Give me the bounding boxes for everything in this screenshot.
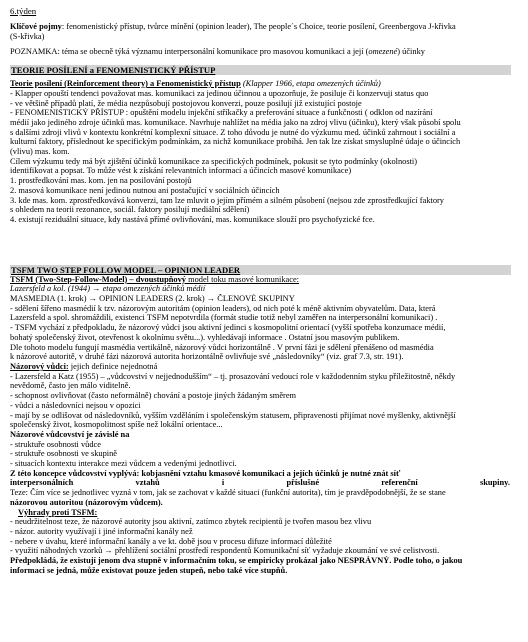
body-line: 3. kde mas. kom. zprostředkovává konverzi, tam lze mluvit o jejím přímém a silném působení (nejsou zde zprostředkující faktory bbox=[10, 195, 444, 205]
body-line: - sdělení šířeno masmédií k tzv. názorovým autoritám (opinion leaders), od nich poté k méně aktivním obyvatelům. Data, která bbox=[10, 303, 436, 313]
section-heading-reinforcement: TEORIE POSÍLENÍ a FENOMENISTICKÝ PŘÍSTUP bbox=[10, 65, 511, 75]
concept-word: skupiny. bbox=[479, 478, 510, 488]
concept-word: referenční bbox=[381, 478, 418, 488]
body-line: společenský život, kosmopolitnost spíše než lokální orientace... bbox=[10, 420, 223, 430]
section1-subtitle bbox=[10, 79, 520, 89]
body-line: (vlivu) mas. kom. bbox=[10, 147, 70, 157]
body-line: s ohledem na teorii rezonance, sociál. faktory posilují mediální sdělení) bbox=[10, 205, 250, 215]
tsfm-body-1 bbox=[10, 304, 520, 362]
body-line: médií jako jediného zdroje účinků mas. komunikace. Navrhuje nahlížet na média jako na zdroj vlivu (účinku), který však působí spolu bbox=[10, 117, 461, 127]
section1-subtitle-text: Teorie posílení (Reinforcement theory) a Fenomenistický přístup bbox=[10, 79, 241, 89]
concept-word: vztahů bbox=[135, 478, 160, 488]
final-line-b: informaci se jedná, může existovat pouze jeden stupeň, nebo také více stupňů. bbox=[10, 565, 288, 575]
list-item: - struktuře osobnosti vůdce bbox=[10, 439, 101, 449]
body-line: - vůdci a následovníci nejsou v opozici bbox=[10, 400, 141, 410]
section1-subtitle-ref: (Klapper 1966, etapa omezených účinků) bbox=[240, 79, 381, 89]
body-line: - Klapper opouští tendenci považovat mas. komunikaci za jedinou účinnou a upozorňuje, že posiluje či konzervuji status quo bbox=[10, 88, 429, 98]
concept-word: příslušné bbox=[286, 478, 320, 488]
body-line: Dle tohoto modelu fungují masmédia vertikálně, názorový vůdci horizontálně . V první fázi je sdělení přenášeno od masmédia bbox=[10, 342, 434, 352]
tsfm-title-a: TSFM (Two-Step-Follow-Model) bbox=[10, 274, 128, 284]
note-emph: omezené bbox=[368, 47, 398, 57]
body-line: Lazersfeld a spol. shromáždili, existenci TSFM nepotvrdila (formát studie totiž nebyl zaměřen na interpersonální komunikaci) . bbox=[10, 313, 438, 323]
concept-word: interpersonálních bbox=[10, 478, 74, 488]
body-line: Cílem výzkumu tedy má být zjištění účinků komunikace za specifických podmínek, pokusit se tyto podmínky (okolnosti) bbox=[10, 156, 418, 166]
body-line: k názorové autoritě, v druhé fázi názorová autorita horizontálně ovlivňuje své „následovníky“ (viz. graf 7.3, str. 191). bbox=[10, 352, 404, 362]
body-line: bohatý společenský život, otevřenost k okolnímu světu...). vyhledávají informace . Ostatní jsou masovým publikem. bbox=[10, 332, 400, 342]
list-item: - nebere v úvahu, které informační kanály a ve kt. době jsou v procesu difuze informací důležité bbox=[10, 536, 332, 546]
critique-list bbox=[10, 517, 520, 556]
concept-line-d: názorovou autoritou (názorovým vůdcem). bbox=[10, 497, 163, 507]
keywords-text: : fenomenistický přístup, tvůrce mínění (opinion leader), The people´s Choice, teorie posílení, Greenbergova J-křivka bbox=[61, 22, 456, 31]
body-line: nevědomě, často jen málo viditelně. bbox=[10, 381, 131, 391]
leaders-title-rest: jejich definice nejednotná bbox=[68, 361, 158, 371]
leaders-line bbox=[10, 362, 520, 372]
section-heading-tsfm: TSFM TWO STEP FOLLOW MODEL – OPINION LEADER bbox=[10, 265, 511, 275]
tsfm-title-c: model toku masové komunikace: bbox=[185, 274, 300, 284]
keywords-line-2: (S-křivka) bbox=[10, 31, 45, 41]
document-page bbox=[10, 6, 520, 575]
tsfm-title-b: – dvoustupňový bbox=[127, 274, 186, 284]
keywords-line bbox=[10, 22, 520, 32]
body-line: 1. prostředkování mas. kom. jen na posilování postojů bbox=[10, 176, 192, 186]
final-line-a: Předpokládá, že existují jenom dva stupně v informačním toku, se empiricky prokázal jako NESPRÁVNÝ. Podle toho, o jakou bbox=[10, 556, 463, 566]
body-line: - ve většině případů platí, že média nezpůsobují postojovou konverzi, pouze posilují již existující postoje bbox=[10, 98, 362, 108]
depends-title: Názorové vůdcovství je závislé na bbox=[10, 429, 130, 439]
concept-line-a: Z této koncepce vůdcovství vyplývá: kobjasnění vztahu kmasové komunikaci a jejích účinků je nutné znát síť bbox=[10, 468, 401, 478]
concept-line-c: Teze: Čím více se jednotlivec vyzná v tom, jak se zachovat v každé situaci (funkční autorita), tím je pravděpodobnější, že se stane bbox=[10, 488, 446, 498]
note-line bbox=[10, 47, 520, 57]
list-item: - neudržitelnost teze, že názorové autority jsou aktivní, zatímco zbytek recipientů je tvořen masou bez vlivu bbox=[10, 517, 372, 527]
concept-line-b bbox=[10, 478, 510, 488]
leaders-title: Názorový vůdci: bbox=[10, 361, 69, 371]
body-line: - TSFM vychází z předpokladu, že názorový vůdci jsou aktivní jedinci s kosmopolitní orientací (vyšší spotřeba konzumace médií, bbox=[10, 323, 446, 333]
body-line: - schopnost ovlivňovat (často neformálně) chování a postoje jiných žádaným směrem bbox=[10, 391, 297, 401]
tsfm-title bbox=[10, 275, 520, 285]
leaders-body bbox=[10, 372, 520, 430]
section1-body bbox=[10, 89, 520, 225]
body-line: s dalšími zdroji vlivů v kontextu konkrétní komplexní situace. Z toho důvodu je nutné do výzkumu med. účinků zahrnout i sociální a bbox=[10, 127, 456, 137]
list-item: - struktuře osobnosti ve skupině bbox=[10, 449, 118, 459]
tsfm-flow: MASMEDIA (1. krok) → OPINION LEADERS (2. krok) → ČLENOVÉ SKUPINY bbox=[10, 294, 295, 304]
critique-title: Výhrady proti TSFM: bbox=[18, 507, 98, 517]
body-line: 2. masová komunikace není jedinou nutnou ani postačující v sociálních účincích bbox=[10, 185, 280, 195]
note-text-end: ) účinky bbox=[397, 47, 425, 57]
body-line: 4. existují reziduální situace, kdy nastává přímé ovlivňování, mas. komunikace slouží pro psychofyzické fce. bbox=[10, 214, 375, 224]
note-label: POZNAMKA bbox=[10, 47, 58, 57]
depends-list bbox=[10, 440, 520, 469]
body-line: - Lazersfeld a Katz (1955) – „vůdcovství v nejjednodušším“ – tj. prosazování vedoucí role v každodenním styku příležitostně, někdy bbox=[10, 371, 456, 381]
tsfm-reference: Lazersfeld a kol. (1944) → etapa omezených účinků médií bbox=[10, 284, 206, 294]
body-line: kulturní faktory, příslednout ke specifickým podmínkám, za nichž komunikace probíhá. Jen tak lze získat smysluplné údaje o účincích bbox=[10, 137, 461, 147]
list-item: - názor. autority využívají i jiné informační kanály než bbox=[10, 526, 193, 536]
list-item: - situacích kontextu interakce mezi vůdcem a vedenými jednotlivci. bbox=[10, 459, 237, 469]
note-text: : téma se obecně týká významu interpersonální komunikace pro masovou komunikaci a její ( bbox=[57, 47, 369, 57]
body-line: identifikovat a popsat. To může vést k získání relevantních informací a účincích masové komunikace) bbox=[10, 166, 352, 176]
keywords-label: Klíčové pojmy bbox=[10, 22, 62, 31]
body-line: - FENOMENISTICKÝ PŘÍSTUP : opuštění modelu injekční stříkačky a preferování situace a funkčnosti ( odklon od nazírání bbox=[10, 108, 433, 118]
concept-word: i bbox=[221, 478, 225, 488]
body-line: - mají by se odlišovat od následovníků, vyšším vzděláním i společenským statusem, připravenosti přijímat nové myšlenky, aktivnější bbox=[10, 410, 456, 420]
week-heading: 6.týden bbox=[10, 6, 37, 16]
list-item: - využití náhodných vzorků → přehlížení sociální prostředí respondentů Komunikační síť vyžaduje zkoumání ve své celistvosti. bbox=[10, 546, 440, 556]
